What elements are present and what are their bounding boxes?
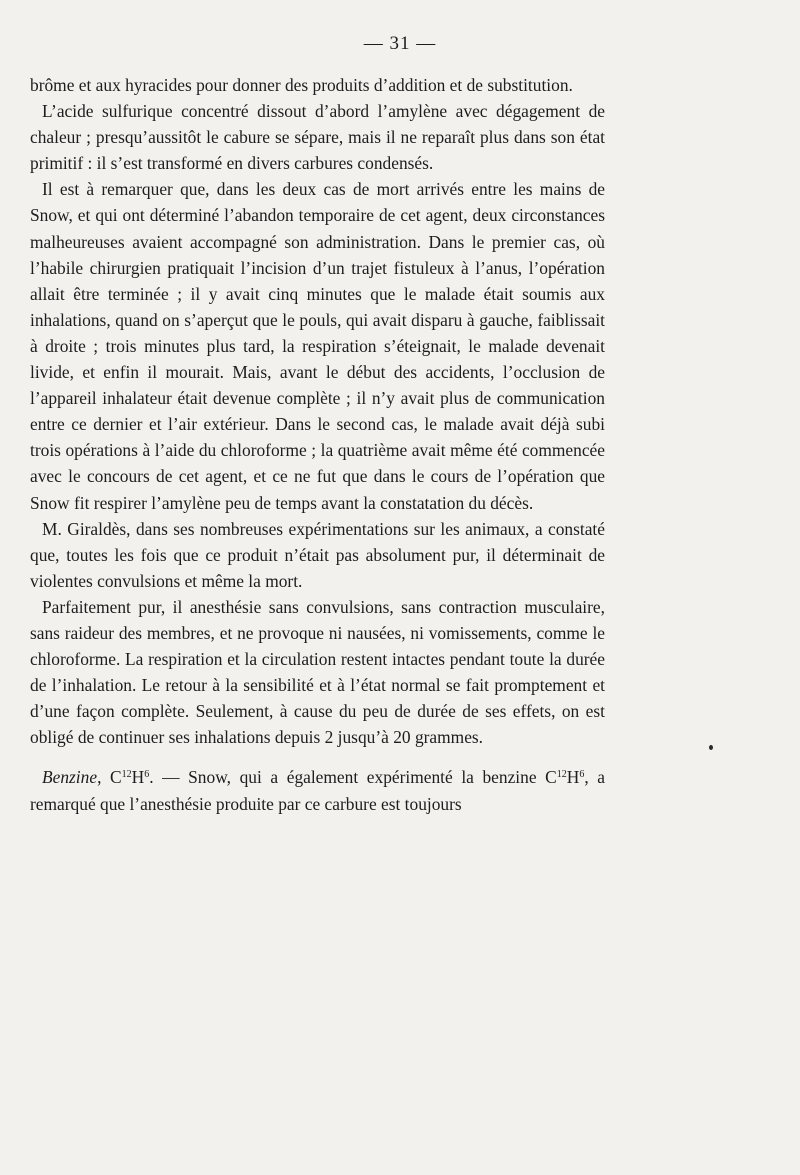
benzine-formula-c-2: C [545,767,557,788]
paragraph-snow-deaths: Il est à remarquer que, dans les deux cas de mort arrivés entre les mains de Snow, et qui ont déterminé l’abandon temporaire de cet agent, deux circonstances malheureuses avaient accompagné son administration. Dans le premier cas, où l’habile chirurgien pratiquait l’incision d’un trajet fistuleux à l’anus, l’opération allait être terminée ; il y avait cinq minutes que le malade était soumis aux inhalations, quand on s’aperçut que le pouls, qui avait disparu à gauche, faiblissait à droite ; trois minutes plus tard, la respiration s’éteignait, le malade devenait livide, et enfin il mourait. Mais, avant le début des accidents, l’occlusion de l’appareil inhalateur était devenue complète ; il n’y avait plus de communication entre ce dernier et l’air extérieur. Dans le second cas, le malade avait déjà subi trois opérations à l’aide du chloroforme ; la quatrième avait même été commencée avec le concours de cet agent, et ce ne fut que dans le cours de l’opération que Snow fit respirer l’amylène peu de temps avant la constatation du décès. [30,179,605,513]
benzine-dash: . — [149,767,189,788]
page-number: — 31 — [363,33,437,54]
paragraph-benzine: Benzine, $C^{12}H^6$. — Snow, qui a également expérimenté la benzine $C^{12}H^6$, a remarqué que l’anesthésie produite par ce carbure est toujours [30,767,605,814]
body-text [30,72,605,817]
benzine-text-end: , a remarqué que l’anesthésie produite par ce carbure est toujours [30,767,605,814]
paragraph-substitution: brôme et aux hyracides pour donner des produits d’addition et de substitution. [30,75,573,95]
paragraph-pure-anesthesia: Parfaitement pur, il anesthésie sans convulsions, sans contraction musculaire, sans raideur des membres, et ne provoque ni nausées, ni vomissements, comme le chloroforme. La respiration et la circulation restent intactes pendant toute la durée de l’inhalation. Le retour à la sensibilité et à l’état normal se fait promptement et d’une façon complète. Seulement, à cause du peu de durée de ses effets, on est obligé de continuer ses inhalations depuis 2 jusqu’à 20 grammes. [30,596,605,748]
benzine-formula-h-count-2: 6 [579,769,585,781]
benzine-heading: Benzine [42,767,98,788]
benzine-formula-h-count: 6 [144,769,150,781]
benzine-text-start: Snow, qui a également expérimenté la benzine [188,767,546,788]
paragraph-giraldes: M. Giraldès, dans ses nombreuses expérimentations sur les animaux, a constaté que, toutes les fois que ce produit n’était pas absolument pur, il déterminait de violentes convulsions et même la mort. [30,518,605,591]
benzine-formula-c-count: 12 [121,769,132,781]
benzine-formula-c-count-2: 12 [556,769,567,781]
benzine-formula-c: C [110,767,122,788]
benzine-formula-h-2: H [566,767,580,788]
benzine-formula-h: H [131,767,145,788]
ink-speck [709,745,713,750]
paragraph-sulfuric-acid: L’acide sulfurique concentré dissout d’abord l’amylène avec dégagement de chaleur ; presqu’aussitôt le cabure se sépare, mais il ne reparaît plus dans son état primitif : il s’est transformé en divers carbures condensés. [30,101,605,174]
